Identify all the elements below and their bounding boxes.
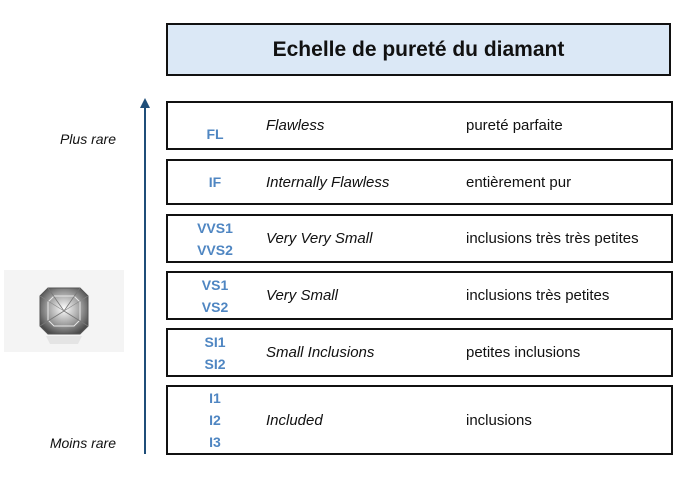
grade-description: petites inclusions: [466, 344, 581, 361]
grade-codes: [168, 103, 262, 148]
grade-code: VS1: [201, 276, 229, 293]
grade-codes: [168, 216, 262, 261]
up-arrow-icon: [134, 96, 156, 456]
grade-codes: [168, 330, 262, 375]
grade-row-i: [166, 385, 673, 455]
grade-description: inclusions très très petites: [466, 230, 639, 247]
grade-code: I2: [209, 412, 221, 428]
grade-name: Internally Flawless: [266, 173, 390, 191]
grade-code: SI2: [204, 355, 226, 372]
grade-code: I3: [209, 434, 221, 450]
grade-name: Very Very Small: [266, 230, 373, 247]
grade-code: VS2: [201, 298, 229, 315]
diamond-image: [4, 270, 124, 352]
top-scale-label: Plus rare: [59, 131, 116, 147]
grade-code: IF: [208, 174, 222, 190]
grade-code: SI1: [204, 333, 226, 350]
grade-code: I1: [209, 390, 221, 406]
grade-description: entièrement pur: [466, 173, 572, 191]
grade-code: VVS2: [197, 241, 233, 258]
grade-code: VVS1: [197, 219, 233, 236]
bottom-scale-label: Moins rare: [49, 435, 116, 451]
grade-codes: [168, 161, 262, 203]
grade-name: Very Small: [266, 287, 338, 304]
grade-description: inclusions: [466, 411, 532, 429]
title-box: [166, 23, 671, 76]
grade-row-vvs: [166, 214, 673, 263]
grade-description: pureté parfaite: [466, 117, 563, 134]
grade-name: Small Inclusions: [266, 344, 375, 361]
grade-row-si: [166, 328, 673, 377]
grade-row-if: [166, 159, 673, 205]
grade-name: Included: [266, 411, 323, 429]
grade-code: FL: [206, 126, 224, 142]
grade-row-fl: [166, 101, 673, 150]
grade-name: Flawless: [266, 117, 325, 134]
grade-description: inclusions très petites: [466, 287, 610, 304]
page-title: Echelle de pureté du diamant: [272, 37, 565, 61]
grade-codes: [168, 387, 262, 453]
grade-codes: [168, 273, 262, 318]
grade-row-vs: [166, 271, 673, 320]
